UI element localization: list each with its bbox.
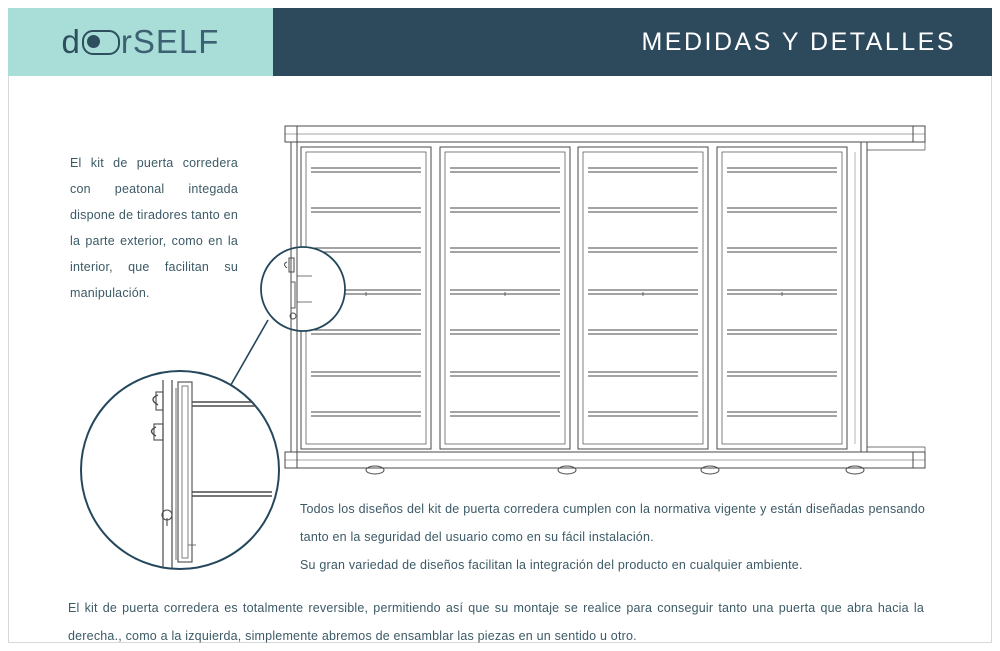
logo-text [62, 23, 220, 61]
bottom-description-block [68, 594, 924, 650]
brand-logo [8, 8, 273, 76]
logo-text-after: rSELF [120, 23, 220, 60]
door-handle-logo-mark-icon [82, 30, 120, 55]
header-title-block [273, 8, 992, 76]
middle-paragraph-1: Todos los diseños del kit de puerta corredera cumplen con la normativa vigente y están diseñadas pensando tanto en la seguridad del usuario como en su fácil instalación. [300, 502, 925, 544]
page-title: MEDIDAS Y DETALLES [641, 27, 956, 56]
bottom-paragraph: El kit de puerta corredera es totalmente reversible, permitiendo así que su montaje se realice para conseguir tanto una puerta que abra hacia la derecha., como a la izquierda, simplemente abremos de ensamblar las piezas en un sentido u otro. [68, 601, 924, 643]
left-description-paragraph: El kit de puerta corredera con peatonal integada dispone de tiradores tanto en la parte exterior, como en la interior, que facilitan su manipulación. [70, 156, 238, 300]
middle-description-block [300, 495, 925, 579]
logo-text-before: d [61, 23, 81, 60]
middle-paragraph-2: Su gran variedad de diseños facilitan la integración del producto en cualquier ambiente. [300, 558, 803, 572]
page-header [8, 8, 992, 76]
